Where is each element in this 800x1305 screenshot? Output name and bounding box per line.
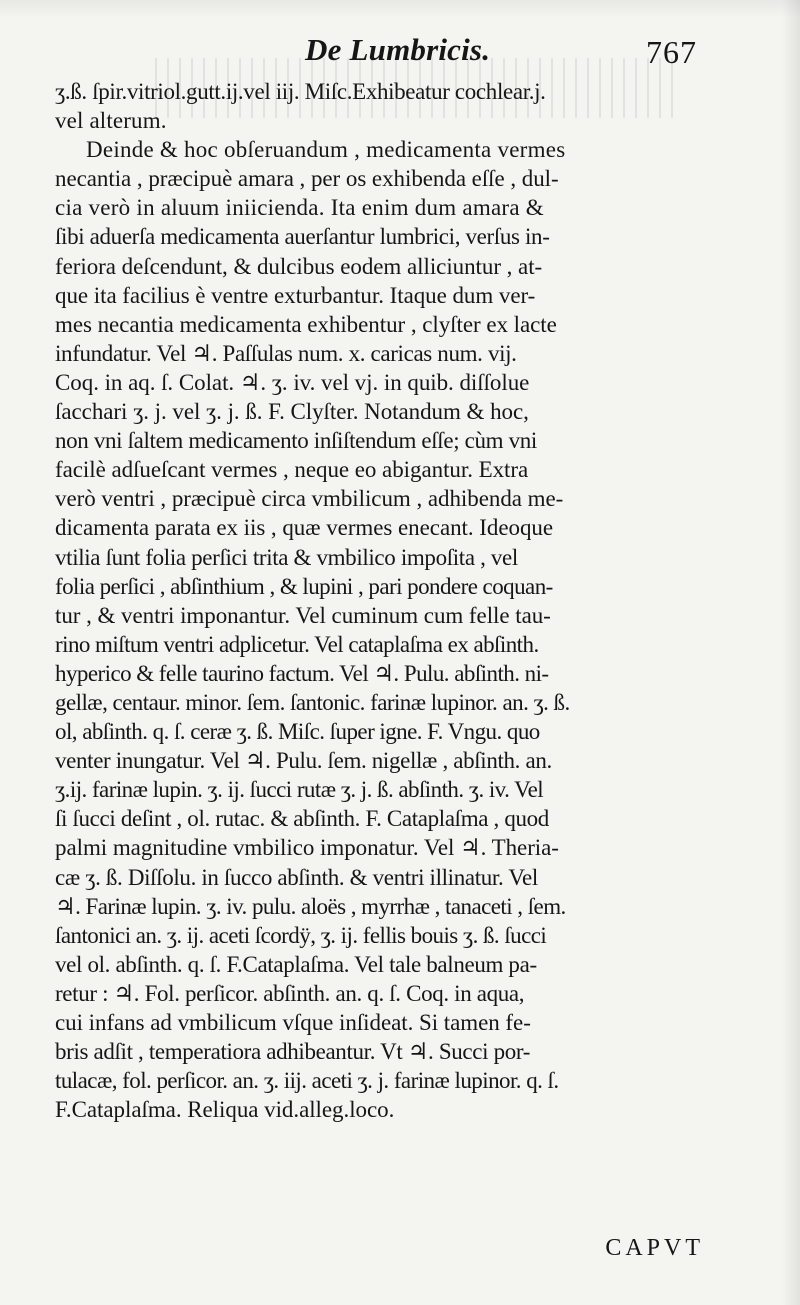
text-line-34: bris adſit , temperatiora adhibeantur. Vt ♃. Succi por- [55,1039,531,1065]
text-line-35: tulacæ, fol. perſicor. an. ʒ. iij. aceti ʒ. j. farinæ lupinor. q. ſ. [55,1068,559,1094]
text-line-10: infundatur. Vel ♃. Paſſulas num. x. caricas num. vij. [55,340,517,366]
text-line-3: Deinde & hoc obſeruandum , medicamenta vermes [86,137,566,163]
text-line-8: que ita facilius è ventre exturbantur. Itaque dum ver- [55,282,536,308]
text-line-15: verò ventri , præcipuè circa vmbilicum , adhibenda me- [55,486,564,512]
page-header [0,30,800,82]
text-line-12: ſacchari ʒ. j. vel ʒ. j. ß. F. Clyſter. Notandum & hoc, [55,399,529,425]
latin-text-block [55,77,710,1124]
text-line-9: mes necantia medicamenta exhibentur , clyſter ex lacte [55,311,557,337]
text-line-26: ſi ſucci deſint , ol. rutac. & abſinth. F. Cataplaſma , quod [55,806,549,832]
text-line-20: rino miſtum ventri adplicetur. Vel cataplaſma ex abſinth. [55,631,539,657]
text-line-30: ſantonici an. ʒ. ij. aceti ſcordÿ, ʒ. ij. fellis bouis ʒ. ß. ſucci [55,922,547,948]
text-line-6: ſibi aduerſa medicamenta auerſantur lumbrici, verſus in- [55,224,550,250]
text-line-25: ʒ.ij. farinæ lupin. ʒ. ij. ſucci rutæ ʒ. j. ß. abſinth. ʒ. iv. Vel [55,777,544,803]
text-line-2: vel alterum. [55,108,167,134]
page-number: 767 [646,34,697,70]
page-top-shadow [0,0,800,18]
text-line-36: F.Cataplaſma. Reliqua vid.alleg.loco. [55,1097,395,1123]
text-line-1: ʒ.ß. ſpir.vitriol.gutt.ij.vel iij. Miſc.Exhibeatur cochlear.j. [55,79,546,104]
text-line-29: ♃. Farinæ lupin. ʒ. iv. pulu. aloës , myrrhæ , tanaceti , ſem. [55,893,566,919]
text-line-33: cui infans ad vmbilicum vſque inſideat. Si tamen fe- [55,1010,531,1035]
text-line-21: hyperico & felle taurino factum. Vel ♃. Pulu. abſinth. ni- [55,660,549,686]
text-line-24: venter inungatur. Vel ♃. Pulu. ſem. nigellæ , abſinth. an. [55,748,552,774]
text-line-31: vel ol. abſinth. q. ſ. F.Cataplaſma. Vel tale balneum pa- [55,951,537,977]
running-head: De Lumbricis. [305,32,491,67]
text-line-16: dicamenta parata ex iis , quæ vermes enecant. Ideoque [55,515,554,541]
text-line-5: cia verò in aluum iniicienda. Ita enim dum amara & [55,195,544,221]
text-line-17: vtilia ſunt folia perſici trita & vmbilico impoſita , vel [55,544,518,570]
text-line-4: necantia , præcipuè amara , per os exhibenda eſſe , dul- [55,166,559,192]
text-line-27: palmi magnitudine vmbilico imponatur. Vel ♃. Theria- [55,835,559,861]
text-line-22: gellæ, centaur. minor. ſem. ſantonic. farinæ lupinor. an. ʒ. ß. [55,689,570,715]
text-line-11: Coq. in aq. ſ. Colat. ♃. ʒ. iv. vel vj. in quib. diſſolue [55,369,530,395]
catchword: CAPVT [605,1235,704,1261]
text-line-13: non vni ſaltem medicamento inſiſtendum eſſe; cùm vni [55,428,537,454]
text-line-23: ol, abſinth. q. ſ. ceræ ʒ. ß. Miſc. ſuper igne. F. Vngu. quo [55,719,540,745]
text-line-14: facilè adſueſcant vermes , neque eo abigantur. Extra [55,457,529,483]
text-line-19: tur , & ventri imponantur. Vel cuminum cum felle tau- [55,602,551,628]
page-gutter-shadow [782,0,800,1305]
text-line-32: retur : ♃. Fol. perſicor. abſinth. an. q. ſ. Coq. in aqua, [55,980,525,1006]
text-line-18: folia perſici , abſinthium , & lupini , pari pondere coquan- [55,573,553,599]
text-line-7: feriora deſcendunt, & dulcibus eodem alliciuntur , at- [55,253,543,279]
text-line-28: cæ ʒ. ß. Diſſolu. in ſucco abſinth. & ventri illinatur. Vel [55,864,538,890]
